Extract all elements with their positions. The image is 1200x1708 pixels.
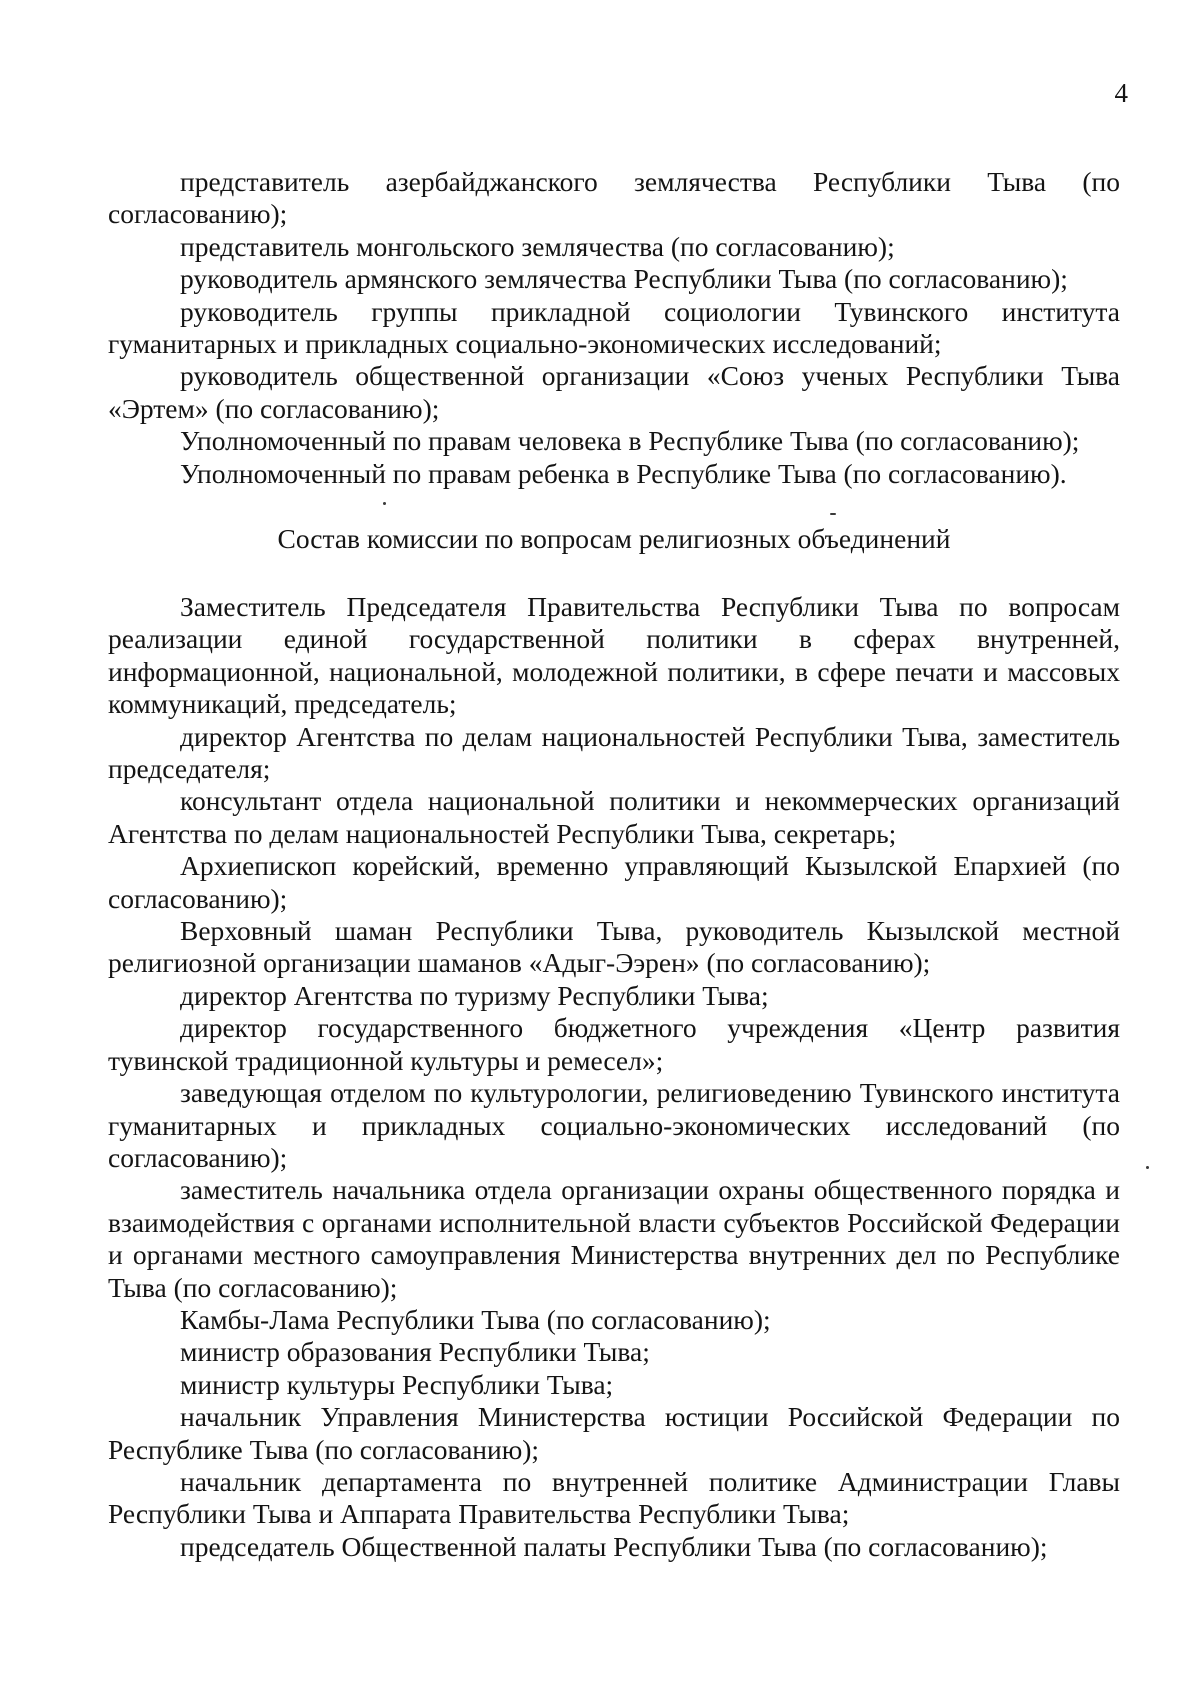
scan-speck [830,513,836,515]
list-item: Камбы-Лама Республики Тыва (по согласованию); [180,1303,771,1335]
list-item: Уполномоченный по правам ребенка в Республике Тыва (по согласованию). [180,457,1067,489]
scan-speck [1146,1166,1149,1169]
list-item: Архиепископ корейский, временно управляющий Кызылской Епархией (по согласованию); [108,850,1120,914]
list-item: Верховный шаман Республики Тыва, руководитель Кызылской местной религиозной организации шаманов «Адыг-Ээрен» (по согласованию); [108,915,1120,979]
section-heading: Состав комиссии по вопросам религиозных объединений [277,523,951,554]
list-item: министр образования Республики Тыва; [180,1336,650,1368]
list-item: представитель азербайджанского землячества Республики Тыва (по согласованию); [108,166,1120,230]
list-item: руководитель армянского землячества Республики Тыва (по согласованию); [180,263,1068,295]
page-number: 4 [1114,78,1128,108]
list-item: председатель Общественной палаты Республики Тыва (по согласованию); [180,1530,1048,1562]
list-item: руководитель общественной организации «Союз ученых Республики Тыва «Эртем» (по согласованию); [108,360,1120,424]
commission-member-list [108,591,1120,1563]
list-item: директор Агентства по туризму Республики Тыва; [180,979,769,1011]
list-item: директор Агентства по делам национальностей Республики Тыва, заместитель председателя; [108,720,1120,785]
list-item: представитель монгольского землячества (по согласованию); [180,230,895,262]
list-item: руководитель группы прикладной социологии Тувинского института гуманитарных и прикладных социально-экономических исследований; [108,295,1120,360]
list-item: консультант отдела национальной политики и некоммерческих организаций Агентства по делам национальностей Республики Тыва, секретарь; [108,785,1120,849]
list-item: директор государственного бюджетного учреждения «Центр развития тувинской традиционной культуры и ремесел»; [108,1012,1120,1076]
list-item: заведующая отделом по культурологии, религиоведению Тувинского института гуманитарных и прикладных социально-экономических исследований (по согласованию); [108,1077,1120,1173]
list-item: начальник департамента по внутренней политике Администрации Главы Республики Тыва и Аппарата Правительства Республики Тыва; [108,1465,1120,1530]
list-item: заместитель начальника отдела организации охраны общественного порядка и взаимодействия с органами исполнительной власти субъектов Российской Федерации и органами местного самоуправления Министерства внутренних дел по Республике Тыва (по согласованию); [108,1174,1120,1303]
member-list-top [108,166,1120,490]
list-item: Уполномоченный по правам человека в Республике Тыва (по согласованию); [180,425,1080,457]
list-item: начальник Управления Министерства юстиции Российской Федерации по Республике Тыва (по согласованию); [108,1401,1120,1465]
list-item: Заместитель Председателя Правительства Республики Тыва по вопросам реализации единой государственной политики в сферах внутренней, информационной, национальной, молодежной политики, в сфере печати и массовых коммуникаций, председатель; [108,591,1120,720]
scan-speck [383,502,386,505]
list-item: министр культуры Республики Тыва; [180,1368,614,1400]
